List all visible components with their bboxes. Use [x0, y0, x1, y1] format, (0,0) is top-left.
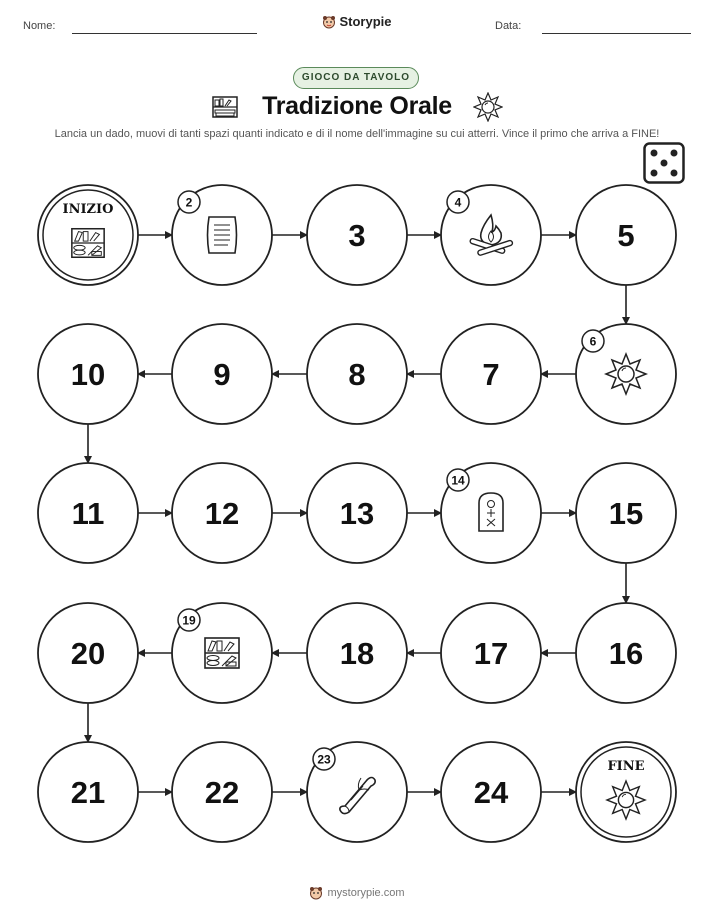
- sun-icon: [607, 781, 645, 819]
- space-number: 3: [348, 218, 366, 253]
- board-space-20[interactable]: [38, 603, 138, 703]
- storypie-logo-icon: [309, 886, 323, 900]
- footer: [0, 886, 714, 900]
- start-label: INIZIO: [62, 202, 114, 217]
- board-space-16[interactable]: [576, 603, 676, 703]
- board-space-4[interactable]: [441, 185, 541, 285]
- space-number: 21: [70, 775, 106, 810]
- category-badge: GIOCO DA TAVOLO: [293, 67, 419, 89]
- board-space-6[interactable]: [576, 324, 676, 424]
- page-title: Tradizione Orale: [262, 92, 452, 120]
- board-space-18[interactable]: [307, 603, 407, 703]
- board-space-9[interactable]: [172, 324, 272, 424]
- space-number-badge: [582, 330, 604, 352]
- space-number-badge: [447, 469, 469, 491]
- board-space-7[interactable]: [441, 324, 541, 424]
- board-space-11[interactable]: [38, 463, 138, 563]
- instructions-text: Lancia un dado, muovi di tanti spazi quanti indicato e di il nome dell'immagine su cui atterri. Vince il primo che arriva a FINE!: [54, 128, 660, 140]
- space-number: 9: [213, 357, 231, 392]
- board-space-14[interactable]: [441, 463, 541, 563]
- sun-icon: [606, 354, 646, 394]
- board-space-17[interactable]: [441, 603, 541, 703]
- board-space-3[interactable]: [307, 185, 407, 285]
- space-number-badge: [447, 191, 469, 213]
- space-number: 22: [204, 775, 240, 810]
- board-space-23[interactable]: [307, 742, 407, 842]
- board-space-21[interactable]: [38, 742, 138, 842]
- board-space-2[interactable]: [172, 185, 272, 285]
- space-number: 10: [70, 357, 106, 392]
- space-number-badge: [178, 191, 200, 213]
- board-space-15[interactable]: [576, 463, 676, 563]
- space-number-badge-text: 19: [182, 613, 196, 628]
- brand-name: Storypie: [339, 14, 392, 29]
- board-space-22[interactable]: [172, 742, 272, 842]
- footer-url: mystorypie.com: [327, 887, 405, 899]
- space-number-badge-text: 14: [451, 473, 465, 488]
- space-number-badge-text: 4: [454, 195, 462, 210]
- end-label: FINE: [607, 759, 645, 774]
- board-space-13[interactable]: [307, 463, 407, 563]
- space-number: 18: [339, 636, 375, 671]
- board-space-24[interactable]: [441, 742, 541, 842]
- board-space-12[interactable]: [172, 463, 272, 563]
- space-number-badge-text: 6: [589, 334, 597, 349]
- space-number-badge-text: 23: [317, 752, 331, 767]
- space-number: 12: [204, 496, 240, 531]
- space-number: 5: [617, 218, 635, 253]
- board-space-5[interactable]: [576, 185, 676, 285]
- space-number: 24: [473, 775, 509, 810]
- board-space-10[interactable]: [38, 324, 138, 424]
- name-label: Nome:: [23, 20, 56, 32]
- board-space-25[interactable]: [576, 742, 676, 842]
- space-number: 20: [70, 636, 106, 671]
- board-space-8[interactable]: [307, 324, 407, 424]
- space-number: 7: [482, 357, 500, 392]
- space-number-badge: [178, 609, 200, 631]
- board-space-19[interactable]: [172, 603, 272, 703]
- space-number: 13: [339, 496, 375, 531]
- space-number: 16: [608, 636, 644, 671]
- date-label: Data:: [495, 20, 522, 32]
- space-number: 17: [473, 636, 509, 671]
- space-number: 8: [348, 357, 366, 392]
- space-number: 11: [71, 496, 105, 531]
- space-number-badge-text: 2: [185, 195, 193, 210]
- space-number: 15: [608, 496, 644, 531]
- space-number-badge: [313, 748, 335, 770]
- board-space-1[interactable]: [38, 185, 138, 285]
